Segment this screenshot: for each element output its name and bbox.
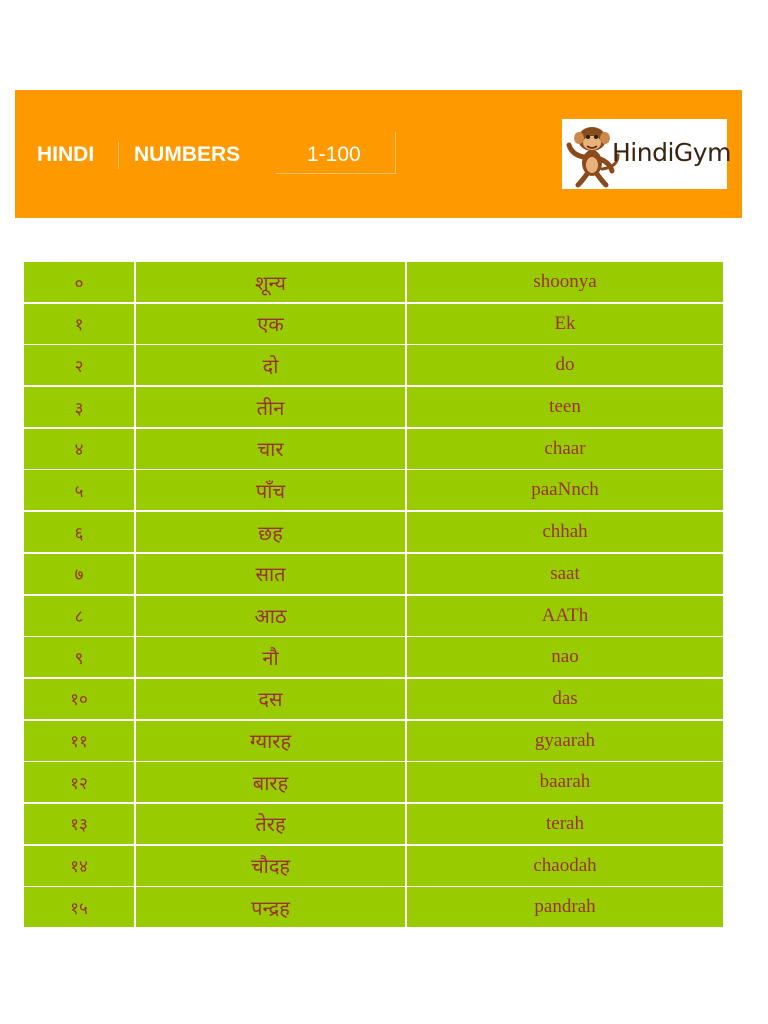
title-range: 1-100	[307, 143, 361, 166]
hindi-word-cell: चार	[136, 429, 405, 469]
romanized-cell: nao	[407, 637, 723, 677]
title-divider	[118, 142, 119, 169]
numeral-cell: २	[24, 345, 134, 385]
romanized-cell: pandrah	[407, 887, 723, 927]
table-row	[24, 596, 723, 638]
numeral-cell: ३	[24, 387, 134, 427]
numeral-cell: ६	[24, 512, 134, 552]
hindi-word-cell: दो	[136, 345, 405, 385]
table-row	[24, 345, 723, 387]
table-row	[24, 637, 723, 679]
numeral-cell: १५	[24, 887, 134, 927]
hindi-word-cell: दस	[136, 679, 405, 719]
numeral-cell: ८	[24, 596, 134, 636]
hindi-word-cell: चौदह	[136, 846, 405, 886]
table-row	[24, 887, 723, 929]
table-row	[24, 721, 723, 763]
table-row	[24, 679, 723, 721]
title-numbers: NUMBERS	[134, 143, 241, 166]
table-row	[24, 554, 723, 596]
hindi-word-cell: सात	[136, 554, 405, 594]
hindi-word-cell: पाँच	[136, 470, 405, 510]
numeral-cell: १०	[24, 679, 134, 719]
header-banner	[15, 90, 742, 218]
romanized-cell: baarah	[407, 762, 723, 802]
numeral-cell: ११	[24, 721, 134, 761]
romanized-cell: AATh	[407, 596, 723, 636]
table-row	[24, 804, 723, 846]
table-row	[24, 470, 723, 512]
hindi-word-cell: बारह	[136, 762, 405, 802]
numeral-cell: १	[24, 304, 134, 344]
table-row	[24, 387, 723, 429]
romanized-cell: chhah	[407, 512, 723, 552]
romanized-cell: chaar	[407, 429, 723, 469]
numeral-cell: १३	[24, 804, 134, 844]
romanized-cell: teen	[407, 387, 723, 427]
romanized-cell: das	[407, 679, 723, 719]
romanized-cell: gyaarah	[407, 721, 723, 761]
logo-text: HindiGym	[612, 138, 731, 167]
romanized-cell: chaodah	[407, 846, 723, 886]
hindi-word-cell: शून्य	[136, 262, 405, 302]
hindi-word-cell: तीन	[136, 387, 405, 427]
romanized-cell: do	[407, 345, 723, 385]
romanized-cell: shoonya	[407, 262, 723, 302]
numeral-cell: ७	[24, 554, 134, 594]
table-row	[24, 304, 723, 346]
title-hindi: HINDI	[37, 143, 95, 166]
numeral-cell: ०	[24, 262, 134, 302]
hindigym-logo	[562, 119, 731, 189]
table-row	[24, 762, 723, 804]
hindi-word-cell: छह	[136, 512, 405, 552]
numeral-cell: ४	[24, 429, 134, 469]
numbers-table	[24, 262, 723, 929]
table-row	[24, 429, 723, 471]
hindi-word-cell: नौ	[136, 637, 405, 677]
romanized-cell: Ek	[407, 304, 723, 344]
numeral-cell: ५	[24, 470, 134, 510]
numeral-cell: ९	[24, 637, 134, 677]
numeral-cell: १२	[24, 762, 134, 802]
romanized-cell: saat	[407, 554, 723, 594]
hindi-word-cell: आठ	[136, 596, 405, 636]
romanized-cell: terah	[407, 804, 723, 844]
table-row	[24, 846, 723, 888]
romanized-cell: paaNnch	[407, 470, 723, 510]
numeral-cell: १४	[24, 846, 134, 886]
hindi-word-cell: ग्यारह	[136, 721, 405, 761]
hindi-word-cell: तेरह	[136, 804, 405, 844]
hindi-word-cell: पन्द्रह	[136, 887, 405, 927]
hindi-word-cell: एक	[136, 304, 405, 344]
table-row	[24, 262, 723, 304]
table-row	[24, 512, 723, 554]
